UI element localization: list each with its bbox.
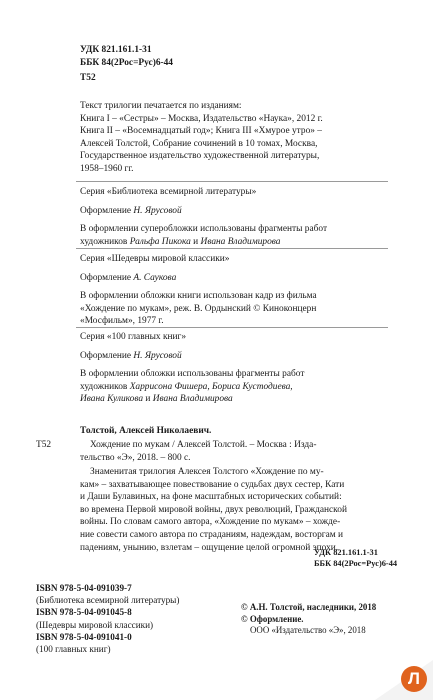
cover-note: В оформлении суперобложки использованы фрагменты работ: [80, 224, 328, 235]
annotation-line: падениям, унынию, взлетам – ощущение целой огромной эпохи.: [80, 542, 339, 553]
sources-block: [80, 100, 390, 176]
isbn-number: ISBN 978-5-04-091041-0: [36, 631, 132, 642]
annotation-line: во времена Первой мировой войны, двух революций, Гражданской: [80, 504, 347, 515]
series-title: Серия «Шедевры мировой классики»: [80, 254, 230, 264]
series-title: Серия «100 главных книг»: [80, 332, 187, 342]
copyright-line: © А.Н. Толстой, наследники, 2018: [241, 602, 377, 612]
cover-note: «Хождение по мукам», реж. В. Ордынский © Киноконцерн: [80, 303, 317, 314]
cover-note: «Мосфильм», 1977 г.: [80, 316, 164, 327]
series-block: [80, 331, 390, 406]
series-title: Серия «Библиотека всемирной литературы»: [80, 187, 257, 197]
isbn-block: [36, 582, 179, 655]
litres-logo-icon[interactable]: Л: [401, 666, 427, 692]
bbk-code-repeat: ББК 84(2Рос=Рус)6-44: [314, 559, 398, 568]
annotation-line: и Даши Булавиных, на фоне масштабных исторических событий:: [80, 492, 342, 503]
divider: [76, 248, 388, 249]
annotation-line: кам» – захватывающее повествование о судьбах двух сестер, Кати: [80, 479, 345, 490]
design-credit: Оформление Н. Ярусовой: [80, 350, 182, 361]
design-credit: Оформление Н. Ярусовой: [80, 205, 182, 216]
isbn-series: (Библиотека всемирной литературы): [36, 595, 180, 606]
bbk-code: ББК 84(2Рос=Рус)6-44: [80, 58, 173, 68]
annotation-line: войны. По словам самого автора, «Хождение по мукам» – хожде-: [80, 517, 341, 528]
sources-line: Книга II – «Восемнадцатый год»; Книга III «Хмурое утро» –: [80, 126, 322, 137]
isbn-number: ISBN 978-5-04-091039-7: [36, 583, 132, 593]
annotation-line: ние совести самого автора по страданиям, надеждам, восторгам и: [80, 529, 344, 540]
catalog-author: Толстой, Алексей Николаевич.: [80, 426, 212, 436]
udk-code: УДК 821.161.1-31: [80, 45, 152, 55]
annotation: [80, 466, 400, 554]
series-block: [80, 186, 390, 248]
isbn-number: ISBN 978-5-04-091045-8: [36, 607, 132, 618]
catalog-line: Хождение по мукам / Алексей Толстой. – Москва : Изда-: [90, 440, 317, 450]
sources-line: Книга I – «Сестры» – Москва, Издательство «Наука», 2012 г.: [80, 113, 323, 124]
udk-code-repeat: УДК 821.161.1-31: [314, 548, 378, 557]
sources-line: 1958–1960 гг.: [80, 163, 134, 174]
cover-note: В оформлении обложки книги использован кадр из фильма: [80, 291, 317, 302]
design-credit: Оформление А. Саукова: [80, 272, 177, 283]
isbn-series: (100 главных книг): [36, 644, 111, 655]
catalog-code: Т52: [36, 440, 52, 450]
sources-line: Государственное издательство художественной литературы,: [80, 151, 320, 162]
cover-note: Ивана Куликова и Ивана Владимирова: [80, 394, 233, 405]
sources-line: Алексей Толстой, Собрание сочинений в 10 томах, Москва,: [80, 138, 318, 149]
cover-note: В оформлении обложки использованы фрагменты работ: [80, 369, 305, 380]
cover-note: художников Харрисона Фишера, Бориса Кустодиева,: [80, 381, 293, 392]
series-block: [80, 253, 390, 328]
copyright-line: ООО «Издательство «Э», 2018: [250, 625, 366, 636]
copyright-line: © Оформление.: [241, 613, 304, 624]
copyright-block: [241, 602, 376, 637]
divider: [76, 181, 388, 182]
catalog-line: тельство «Э», 2018. – 800 с.: [80, 453, 191, 463]
sources-line: Текст трилогии печатается по изданиям:: [80, 101, 242, 111]
annotation-line: Знаменитая трилогия Алексея Толстого «Хождение по му-: [90, 467, 324, 477]
cover-note: художников Ральфа Пикока и Ивана Владимирова: [80, 236, 281, 247]
divider: [76, 327, 388, 328]
isbn-series: (Шедевры мировой классики): [36, 619, 154, 630]
author-mark: Т52: [80, 73, 96, 83]
